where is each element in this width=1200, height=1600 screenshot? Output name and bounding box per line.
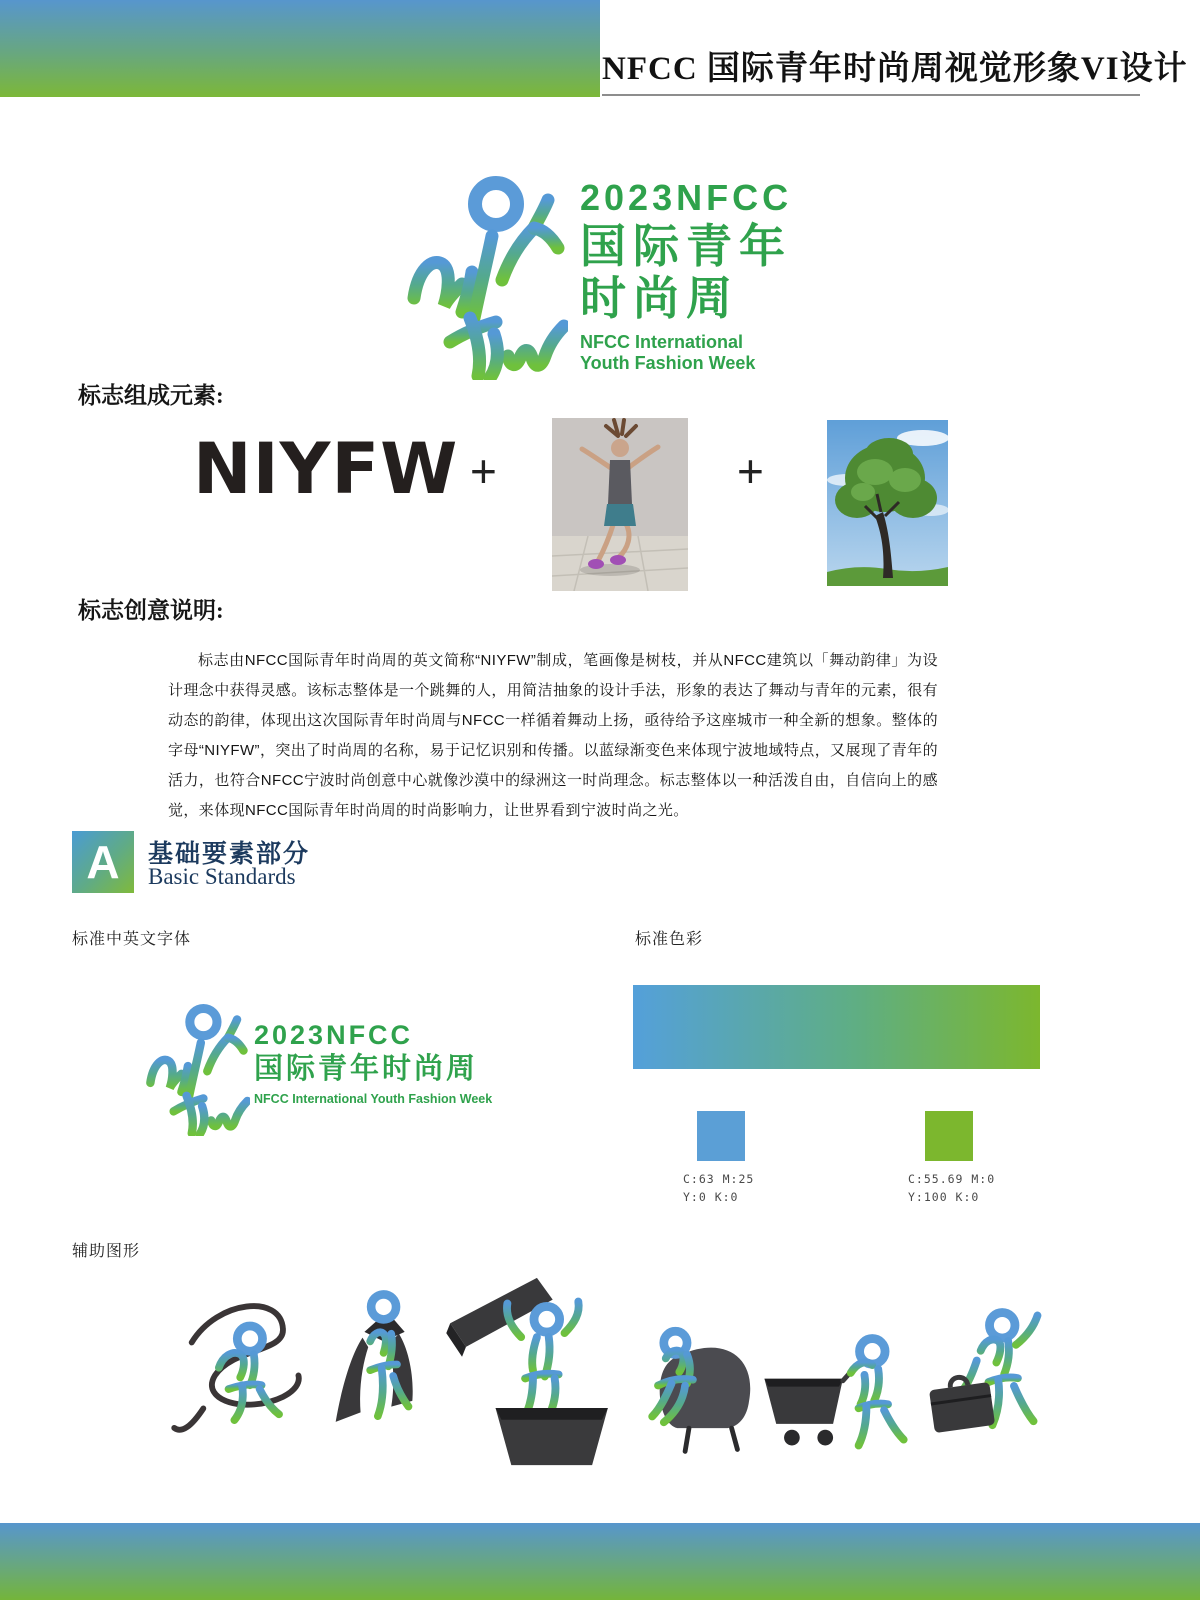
logo-cn-line1: 国际青年 bbox=[580, 220, 792, 272]
creative-paragraph: 标志由NFCC国际青年时尚周的英文简称“NIYFW”制成，笔画像是树枝，并从NFCC建筑以「舞动韵律」为设计理念中获得灵感。该标志整体是一个跳舞的人，用简洁抽象的设计手法，形象的表达了舞动与青年的元素，很有动态的韵律，体现出这次国际青年时尚周与NFCC一样循着舞动上扬，亟待给予这座城市一种全新的想象。整体的字母“NIYFW”，突出了时尚周的名称，易于记忆识别和传播。以蓝绿渐变色来体现宁波地域特点，又展现了青年的活力，也符合NFCC宁波时尚创意中心就像沙漠中的绿洲这一时尚理念。标志整体以一种活泼自由，自信向上的感觉，来体现NFCC国际青年时尚周的时尚影响力，让世界看到宁波时尚之光。 bbox=[168, 652, 939, 819]
page-title: NFCC 国际青年时尚周视觉形象VI设计 bbox=[602, 51, 1188, 87]
cmyk-blue-line1: C:63 M:25 bbox=[683, 1172, 755, 1186]
ribbon-figure-icon bbox=[162, 1292, 332, 1457]
cmyk-blue-line2: Y:0 K:0 bbox=[683, 1190, 739, 1204]
small-logo-year: 2023NFCC bbox=[254, 1020, 414, 1050]
dancer-photo bbox=[552, 418, 688, 591]
auxiliary-section-label: 辅助图形 bbox=[72, 1243, 141, 1260]
color-swatch-blue bbox=[697, 1111, 745, 1161]
small-logo-en: NFCC International Youth Fashion Week bbox=[254, 1091, 493, 1106]
logo-en-lines bbox=[580, 332, 830, 374]
briefcase-figure-icon bbox=[918, 1298, 1060, 1473]
brand-gradient-bar bbox=[633, 985, 1040, 1069]
logo-year-line: 2023NFCC bbox=[580, 177, 793, 218]
creative-heading: 标志创意说明: bbox=[78, 598, 224, 623]
niyfw-figure-logo bbox=[398, 170, 568, 380]
section-a-badge bbox=[72, 831, 134, 893]
cmyk-green-line1: C:55.69 M:0 bbox=[908, 1172, 996, 1186]
colors-section-label: 标准色彩 bbox=[635, 931, 704, 948]
main-logo-text bbox=[580, 177, 830, 374]
giftbox-figure-icon bbox=[438, 1272, 626, 1474]
logo-en-line1: NFCC International bbox=[580, 332, 744, 353]
footer-gradient-bar bbox=[0, 1523, 1200, 1600]
cmyk-label-green bbox=[908, 1170, 995, 1206]
cart-figure-icon bbox=[756, 1318, 919, 1470]
plus-sign: + bbox=[470, 445, 497, 497]
niyfw-wordmark: NIYFW bbox=[193, 428, 459, 510]
color-swatch-green bbox=[925, 1111, 973, 1161]
cmyk-green-line2: Y:100 K:0 bbox=[908, 1190, 980, 1204]
basic-standards-title-cn: 基础要素部分 bbox=[148, 841, 311, 868]
basic-standards-title-en: Basic Standards bbox=[148, 864, 296, 889]
fonts-section-label: 标准中英文字体 bbox=[72, 931, 192, 948]
small-logo-text bbox=[254, 1022, 492, 1106]
logo-en-line2: Youth Fashion Week bbox=[580, 353, 756, 374]
tree-photo bbox=[827, 420, 948, 586]
niyfw-figure-logo-small bbox=[140, 1000, 250, 1136]
coat-figure-icon bbox=[328, 1285, 443, 1463]
armchair-figure-icon bbox=[638, 1308, 770, 1463]
header-underline bbox=[602, 94, 1140, 96]
cmyk-label-blue bbox=[683, 1170, 754, 1206]
header-gradient-bar bbox=[0, 0, 600, 97]
logo-cn-line2: 时尚周 bbox=[580, 271, 739, 324]
small-logo-cn: 国际青年时尚周 bbox=[254, 1053, 479, 1085]
composition-heading: 标志组成元素: bbox=[78, 383, 224, 408]
plus-sign: + bbox=[737, 445, 764, 497]
badge-letter: A bbox=[86, 836, 120, 888]
